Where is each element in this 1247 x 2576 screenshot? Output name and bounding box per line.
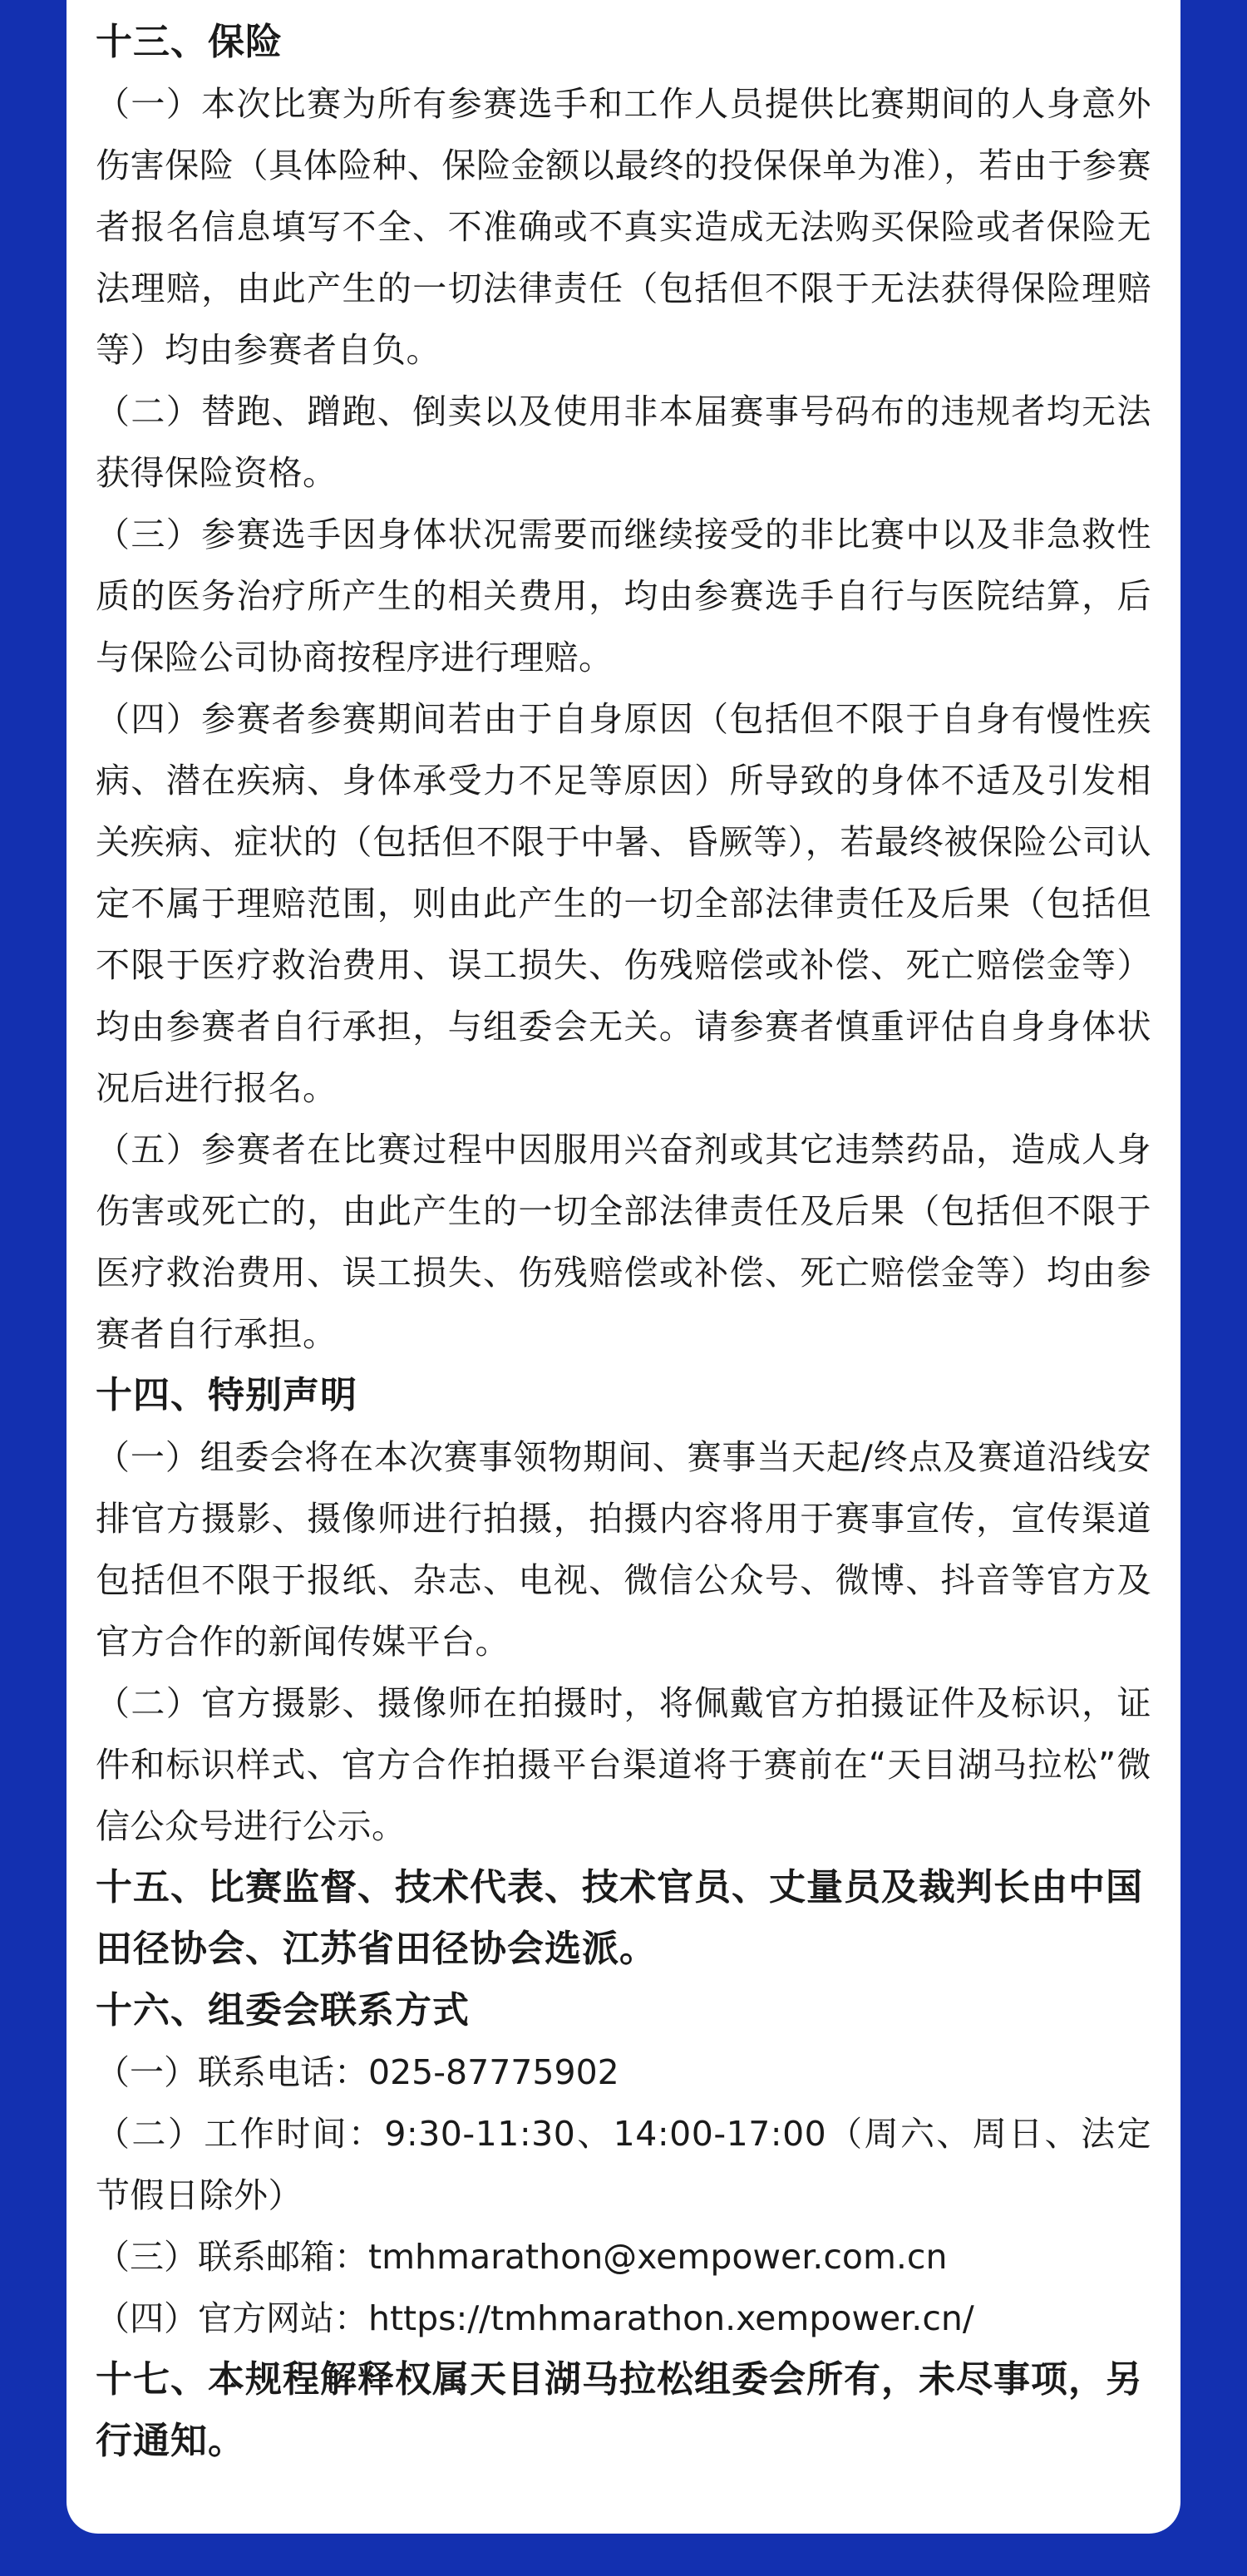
section-13-paragraph-4: （四）参赛者参赛期间若由于自身原因（包括但不限于自身有慢性疾病、潜在疾病、身体承受力不足等原因）所导致的身体不适及引发相关疾病、症状的（包括但不限于中暑、昏厥等），若最终被保险公司认定不属于理赔范围，则由此产生的一切全部法律责任及后果（包括但不限于医疗救治费用、误工损失、伤残赔偿或补偿、死亡赔偿金等）均由参赛者自行承担，与组委会无关。请参赛者慎重评估自身身体状况后进行报名。 (96, 699, 1151, 1108)
section-13-paragraph-2: （二）替跑、蹭跑、倒卖以及使用非本届赛事号码布的违规者均无法获得保险资格。 (96, 392, 1151, 493)
section-16-title: 十六、组委会联系方式 (96, 1989, 470, 2032)
contact-email: （三）联系邮箱：tmhmarathon@xempower.com.cn (96, 2237, 948, 2277)
section-15-title: 十五、比赛监督、技术代表、技术官员、丈量员及裁判长由中国田径协会、江苏省田径协会选派。 (96, 1866, 1143, 1970)
contact-hours: （二）工作时间：9:30-11:30、14:00-17:00（周六、周日、法定节假日除外） (96, 2114, 1151, 2215)
section-13-paragraph-5: （五）参赛者在比赛过程中因服用兴奋剂或其它违禁药品，造成人身伤害或死亡的，由此产生的一切全部法律责任及后果（包括但不限于医疗救治费用、误工损失、伤残赔偿或补偿、死亡赔偿金等）均由参赛者自行承担。 (96, 1130, 1151, 1354)
section-13-paragraph-1: （一）本次比赛为所有参赛选手和工作人员提供比赛期间的人身意外伤害保险（具体险种、保险金额以最终的投保保单为准），若由于参赛者报名信息填写不全、不准确或不真实造成无法购买保险或者保险无法理赔，由此产生的一切法律责任（包括但不限于无法获得保险理赔等）均由参赛者自负。 (96, 84, 1151, 370)
section-14-title: 十四、特别声明 (96, 1374, 357, 1416)
section-17-title: 十七、本规程解释权属天目湖马拉松组委会所有，未尽事项，另行通知。 (96, 2358, 1143, 2462)
section-14-paragraph-2: （二）官方摄影、摄像师在拍摄时，将佩戴官方拍摄证件及标识，证件和标识样式、官方合作拍摄平台渠道将于赛前在“天目湖马拉松”微信公众号进行公示。 (96, 1683, 1151, 1846)
section-14-paragraph-1: （一）组委会将在本次赛事领物期间、赛事当天起/终点及赛道沿线安排官方摄影、摄像师进行拍摄，拍摄内容将用于赛事宣传，宣传渠道包括但不限于报纸、杂志、电视、微信公众号、微博、抖音等官方及官方合作的新闻传媒平台。 (96, 1437, 1151, 1662)
contact-phone: （一）联系电话：025-87775902 (96, 2052, 619, 2092)
section-13-title: 十三、保险 (96, 21, 283, 63)
section-13-paragraph-3: （三）参赛选手因身体状况需要而继续接受的非比赛中以及非急救性质的医务治疗所产生的相关费用，均由参赛选手自行与医院结算，后与保险公司协商按程序进行理赔。 (96, 515, 1151, 677)
document-card (67, 0, 1180, 2534)
contact-website: （四）官方网站：https://tmhmarathon.xempower.cn/ (96, 2298, 974, 2338)
